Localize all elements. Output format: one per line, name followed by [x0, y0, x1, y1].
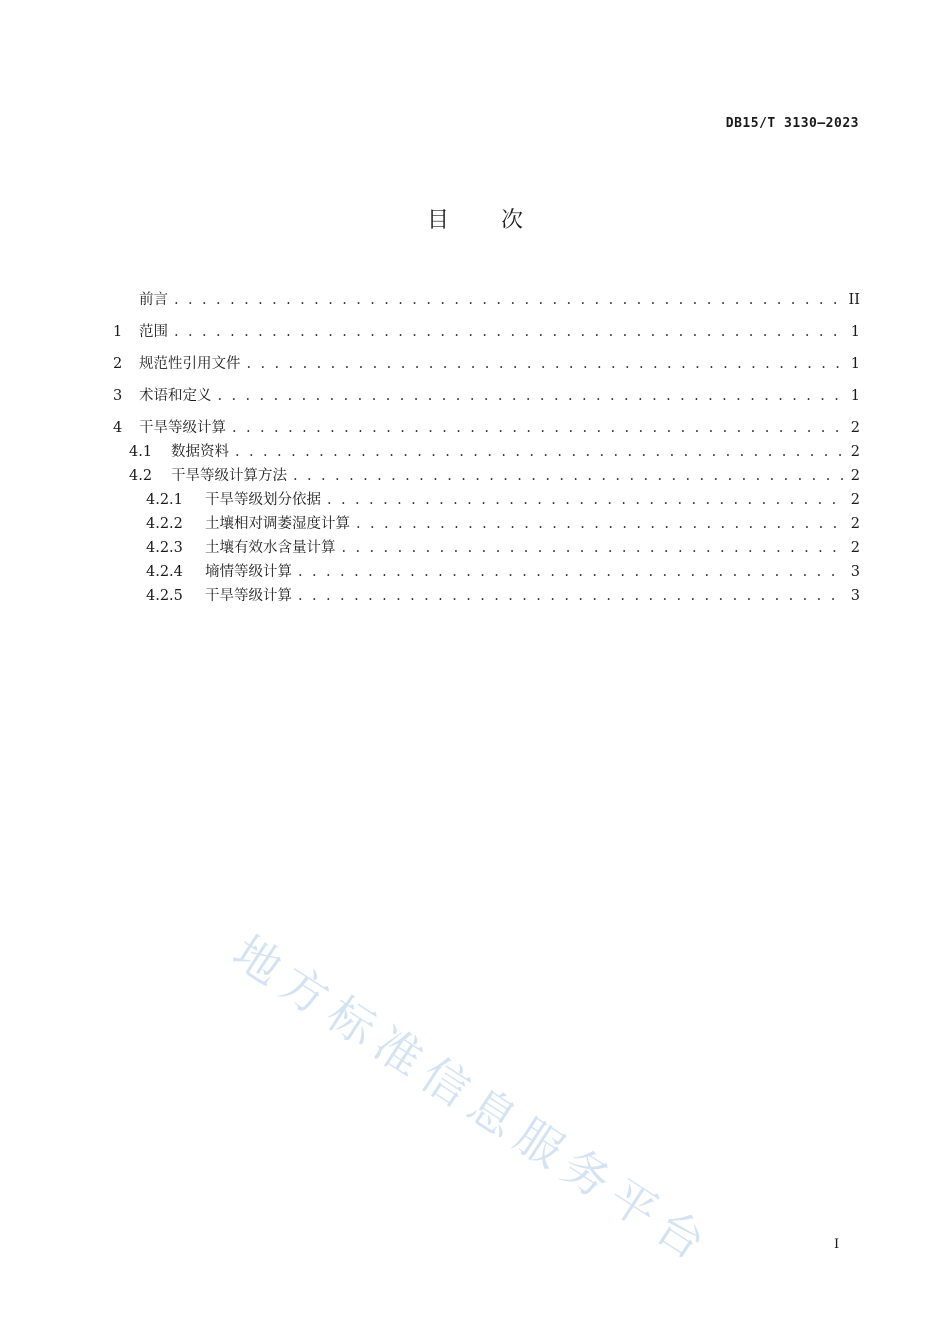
toc-dot-leader	[327, 492, 844, 508]
page-number: I	[834, 1237, 840, 1252]
toc-entry[interactable]	[113, 352, 860, 384]
toc-entry[interactable]	[113, 320, 860, 352]
toc-entry-number: 3	[113, 388, 123, 404]
toc-entry[interactable]	[113, 384, 860, 416]
toc-entry-page: 2	[850, 420, 860, 436]
toc-entry-label: 前言	[139, 292, 168, 308]
toc-entry-number: 2	[113, 356, 123, 372]
toc-entry[interactable]	[113, 440, 860, 464]
toc-entry-page: 2	[850, 444, 860, 460]
toc-dot-leader	[293, 468, 844, 484]
toc-dot-leader	[174, 324, 844, 340]
toc-entry-number: 4.2.2	[146, 516, 183, 532]
toc-entry-page: 3	[850, 564, 860, 580]
toc-title	[0, 203, 950, 234]
toc-entry-page: 2	[850, 468, 860, 484]
watermark: 地方标准信息服务平台	[223, 924, 723, 1276]
toc-dot-leader	[247, 356, 845, 372]
toc-entry-page: 1	[850, 356, 860, 372]
toc-entry-page: 2	[850, 540, 860, 556]
toc-entry-number: 4.2	[129, 468, 153, 484]
toc-entry[interactable]	[113, 536, 860, 560]
toc-dot-leader	[218, 388, 845, 404]
toc-entry[interactable]	[113, 512, 860, 536]
toc-entry-label: 术语和定义	[139, 388, 212, 404]
toc-entry-label: 数据资料	[171, 444, 229, 460]
toc-dot-leader	[342, 540, 845, 556]
toc-entry-label: 墒情等级计算	[205, 564, 292, 580]
toc-entry-label: 干旱等级计算方法	[171, 468, 287, 484]
toc-entry[interactable]	[113, 416, 860, 440]
toc-entry-page: 2	[850, 492, 860, 508]
toc-dot-leader	[235, 444, 844, 460]
toc-entry-number: 4.2.1	[146, 492, 183, 508]
toc-entry-page: II	[848, 292, 860, 308]
toc-entry-page: 1	[850, 388, 860, 404]
document-code: DB15/T 3130—2023	[725, 116, 859, 131]
toc-title-char-2: 次	[501, 208, 524, 233]
toc-entry-number: 4.2.3	[146, 540, 183, 556]
toc-dot-leader	[298, 564, 844, 580]
toc-entry-label: 干旱等级计算	[139, 420, 226, 436]
toc-dot-leader	[232, 420, 844, 436]
toc-entry-label: 土壤有效水含量计算	[205, 540, 336, 556]
toc-entry-page: 2	[850, 516, 860, 532]
toc-entry-label: 土壤相对调萎湿度计算	[205, 516, 350, 532]
toc-entry-number: 4.1	[129, 444, 153, 460]
toc-entry[interactable]	[113, 288, 860, 320]
toc-entry[interactable]	[113, 464, 860, 488]
toc-entry-page: 3	[850, 588, 860, 604]
toc-entry-label: 干旱等级划分依据	[205, 492, 321, 508]
toc-entry-number: 1	[113, 324, 123, 340]
toc-dot-leader	[356, 516, 844, 532]
toc-entry-label: 规范性引用文件	[139, 356, 241, 372]
toc-entry-number: 4.2.4	[146, 564, 183, 580]
toc-entry-number: 4.2.5	[146, 588, 183, 604]
toc-entry[interactable]	[113, 560, 860, 584]
toc-dot-leader	[174, 292, 843, 308]
toc-dot-leader	[298, 588, 844, 604]
toc-entry-page: 1	[850, 324, 860, 340]
toc-entry[interactable]	[113, 488, 860, 512]
toc-entry-label: 干旱等级计算	[205, 588, 292, 604]
toc-entry[interactable]	[113, 584, 860, 608]
toc-entry-label: 范围	[139, 324, 168, 340]
toc-title-char-1: 目	[426, 208, 449, 233]
toc-entry-number: 4	[113, 420, 123, 436]
table-of-contents	[113, 288, 860, 608]
